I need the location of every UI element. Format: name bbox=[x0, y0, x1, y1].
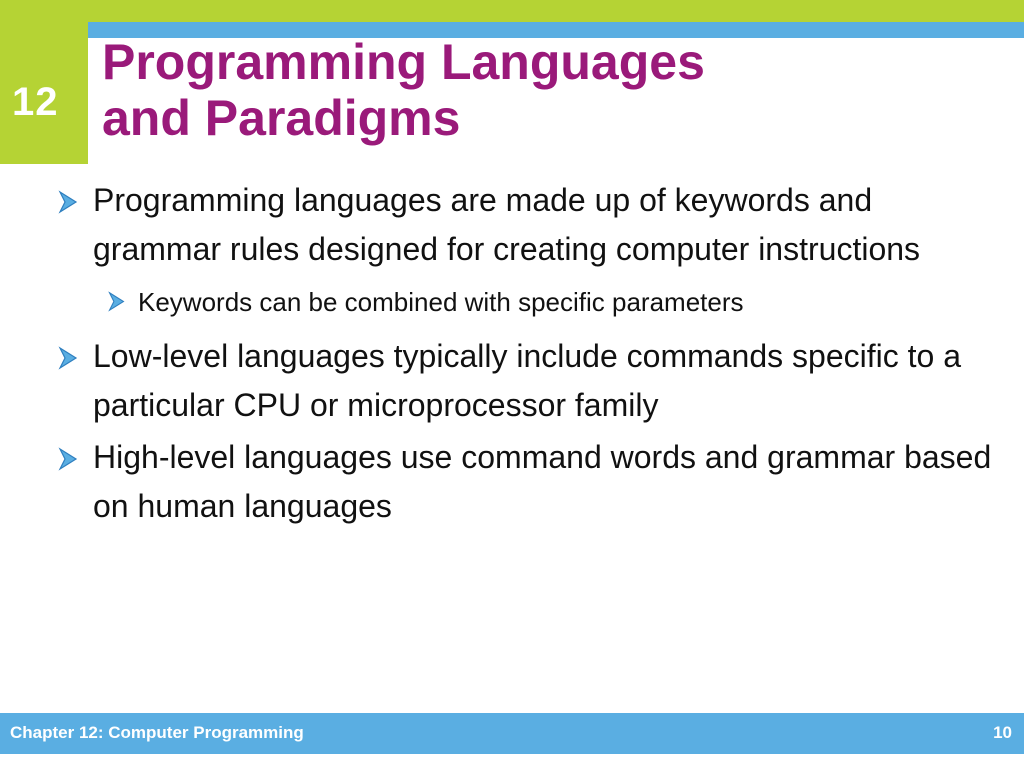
slide-title-line-2: and Paradigms bbox=[102, 90, 461, 146]
slide-body bbox=[56, 176, 1006, 531]
slide-title bbox=[102, 34, 1002, 146]
sub-bullet-text: Keywords can be combined with specific parameters bbox=[138, 287, 744, 317]
bullet-text: Low-level languages typically include commands specific to a particular CPU or microprocessor family bbox=[93, 338, 961, 423]
arrow-bullet-icon bbox=[56, 346, 80, 370]
bullet-text: Programming languages are made up of keywords and grammar rules designed for creating computer instructions bbox=[93, 182, 921, 267]
bullet-item bbox=[56, 433, 1006, 531]
slide-footer bbox=[0, 713, 1024, 754]
footer-chapter-label: Chapter 12: Computer Programming bbox=[10, 723, 304, 742]
chapter-badge bbox=[0, 22, 88, 164]
slide-title-line-1: Programming Languages bbox=[102, 34, 705, 90]
arrow-bullet-icon bbox=[56, 447, 80, 471]
arrow-bullet-icon bbox=[56, 190, 80, 214]
sub-bullet-item bbox=[106, 274, 1006, 330]
page-number: 10 bbox=[993, 723, 1012, 742]
bullet-item bbox=[56, 332, 1006, 430]
bullet-text: High-level languages use command words and grammar based on human languages bbox=[93, 439, 992, 524]
top-accent-bar-green bbox=[0, 0, 1024, 22]
bullet-item bbox=[56, 176, 1006, 274]
arrow-bullet-icon bbox=[106, 291, 127, 312]
chapter-number: 12 bbox=[12, 80, 59, 124]
